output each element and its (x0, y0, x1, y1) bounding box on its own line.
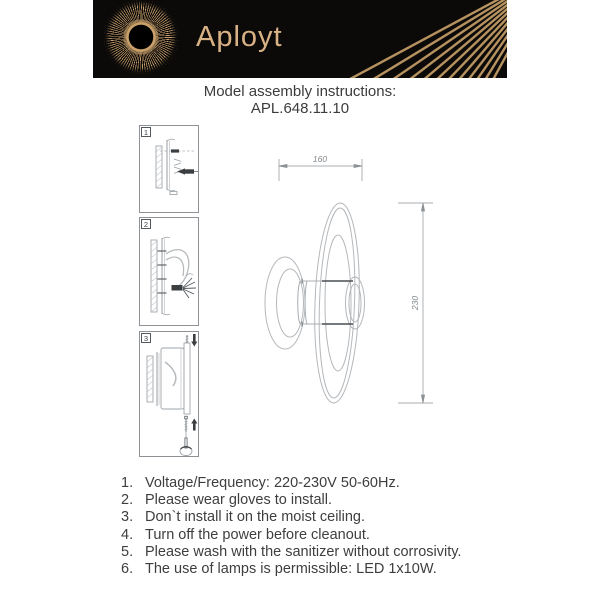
note-number: 3. (121, 509, 134, 526)
note-text: Please wash with the sanitizer without corrosivity. (145, 543, 462, 560)
note-text: Voltage/Frequency: 220-230V 50-60Hz. (145, 475, 400, 491)
step-panel-2 (139, 217, 199, 326)
step-number: 3 (141, 333, 151, 343)
brand-banner (93, 0, 507, 78)
note-number: 5. (121, 543, 134, 560)
step-3-diagram (140, 332, 198, 456)
step-panel-3 (139, 331, 199, 457)
note-text: Turn off the power before cleanout. (145, 526, 370, 543)
brand-name: Aployt (196, 21, 283, 54)
step-number: 2 (141, 219, 151, 229)
step-2-diagram (140, 218, 198, 325)
model-number: APL.648.11.10 (250, 100, 350, 117)
note-text: Don`t install it on the moist ceiling. (145, 509, 366, 526)
note-item (121, 544, 591, 561)
height-dimension-label: 230 (410, 295, 420, 311)
tech-drawing (260, 140, 435, 470)
width-dimension-label: 160 (312, 154, 328, 164)
note-text: Please wear gloves to install. (145, 492, 332, 509)
fan-rays-icon (93, 0, 507, 78)
note-number: 1. (121, 475, 134, 491)
note-text: The use of lamps is permissible: LED 1x10W. (145, 561, 437, 578)
note-item (121, 527, 591, 544)
step-number: 1 (141, 127, 151, 137)
note-number: 6. (121, 561, 134, 578)
hub-bars (322, 281, 353, 324)
note-item (121, 509, 591, 526)
note-number: 4. (121, 526, 134, 543)
step-panel-1 (139, 125, 199, 213)
note-number: 2. (121, 492, 134, 509)
note-item (121, 492, 591, 509)
title-block (0, 83, 600, 117)
note-item (121, 561, 591, 578)
page-title: Model assembly instructions: (203, 83, 397, 100)
note-item (121, 475, 591, 492)
notes-list (121, 475, 591, 578)
inner-disc (325, 235, 351, 371)
step-1-diagram (140, 126, 198, 212)
